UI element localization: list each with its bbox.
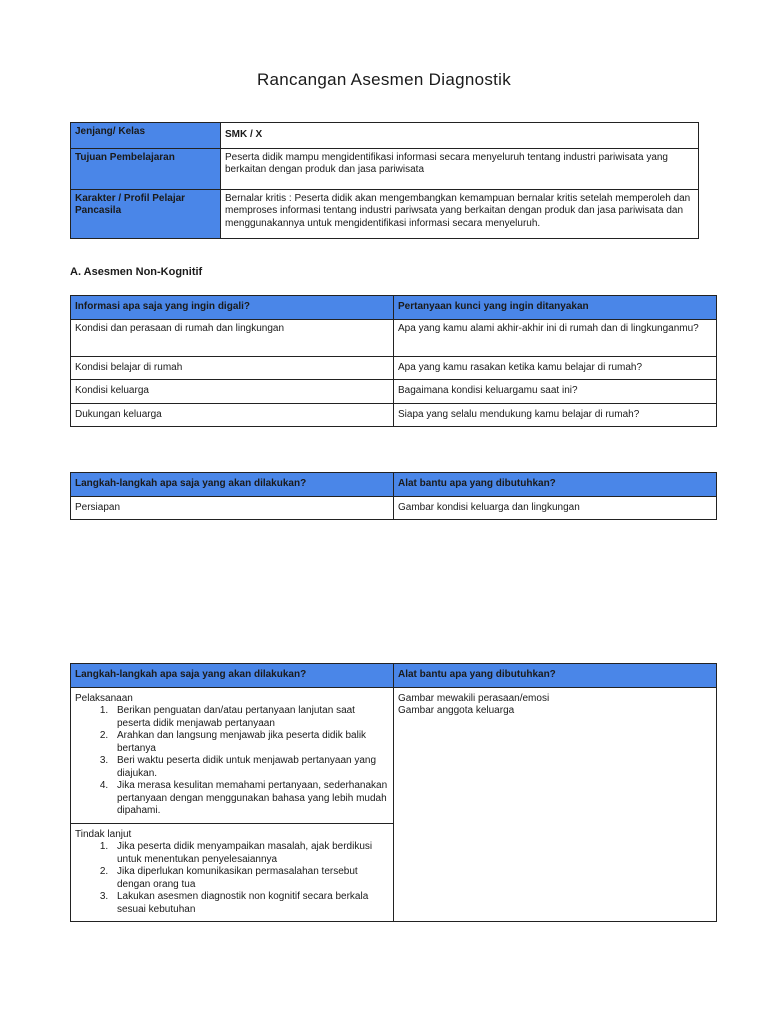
list-item: 1. Berikan penguatan dan/atau pertanyaan lanjutan saat peserta didik menjawab pertanyaan [111,705,389,730]
pelaksanaan-cell [71,687,394,823]
table-cell: Bagaimana kondisi keluargamu saat ini? [394,380,717,404]
column-header: Pertanyaan kunci yang ingin ditanyakan [394,296,717,320]
table-header-row [71,664,717,688]
tools-cell [394,687,717,922]
column-header: Langkah-langkah apa saja yang akan dilakukan? [71,664,394,688]
table-row [71,687,717,823]
table-cell: Dukungan keluarga [71,403,394,427]
table-cell: Kondisi belajar di rumah [71,356,394,380]
column-header: Alat bantu apa yang dibutuhkan? [394,664,717,688]
table-cell: Persiapan [71,496,394,520]
table-cell: Siapa yang selalu mendukung kamu belajar di rumah? [394,403,717,427]
table-row [71,496,717,520]
label-karakter: Karakter / Profil Pelajar Pancasila [71,189,221,238]
table-row [71,356,717,380]
list-item: 2. Jika diperlukan komunikasikan permasalahan tersebut dengan orang tua [111,866,389,891]
column-header: Informasi apa saja yang ingin digali? [71,296,394,320]
tool-item: Gambar mewakili perasaan/emosi [398,692,550,704]
table-cell: Kondisi keluarga [71,380,394,404]
table-cell: Kondisi dan perasaan di rumah dan lingkungan [71,319,394,356]
tindak-lanjut-title: Tindak lanjut [75,828,132,840]
pelaksanaan-title: Pelaksanaan [75,692,133,704]
table-row [71,380,717,404]
table-header-row [71,296,717,320]
tool-item: Gambar anggota keluarga [398,705,515,716]
steps-table-implementation [70,663,717,922]
column-header: Alat bantu apa yang dibutuhkan? [394,473,717,497]
label-tujuan: Tujuan Pembelajaran [71,148,221,189]
table-row [71,189,699,238]
tindak-lanjut-cell [71,823,394,922]
page-title: Rancangan Asesmen Diagnostik [256,70,512,89]
value-jenjang: SMK / X [221,123,699,149]
list-item: 1. Jika peserta didik menyampaikan masalah, ajak berdikusi untuk menentukan penyelesaiannya [111,841,389,866]
table-header-row [71,473,717,497]
section-heading: A. Asesmen Non-Kognitif [70,266,203,278]
label-jenjang: Jenjang/ Kelas [71,123,221,149]
list-item: 3. Lakukan asesmen diagnostik non kognitif secara berkala sesuai kebutuhan [111,891,389,916]
table-cell: Apa yang kamu alami akhir-akhir ini di rumah dan di lingkunganmu? [394,319,717,356]
value-karakter: Bernalar kritis : Peserta didik akan mengembangkan kemampuan bernalar kritis setelah memperoleh dan memproses informasi tentang industri pariwsata yang berkaitan dengan produk dan jasa pariwisata dan menggunakannya untuk mengidentifikasi informasi secara menyeluruh. [221,189,699,238]
list-item: 4. Jika merasa kesulitan memahami pertanyaan, sederhanakan pertanyaan dengan menggunakan bahasa yang lebih mudah dipahami. [111,780,389,818]
table-cell: Gambar kondisi keluarga dan lingkungan [394,496,717,520]
table-row [71,148,699,189]
questions-table [70,295,717,427]
table-row [71,403,717,427]
list-item: 3. Beri waktu peserta didik untuk menjawab pertanyaan yang diajukan. [111,755,389,780]
list-item: 2. Arahkan dan langsung menjawab jika peserta didik balik bertanya [111,730,389,755]
pelaksanaan-list [75,705,389,818]
tindak-lanjut-list [75,841,389,916]
table-row [71,319,717,356]
value-tujuan: Peserta didik mampu mengidentifikasi informasi secara menyeluruh tentang industri pariwisata yang berkaitan dengan produk dan jasa pariwisata [221,148,699,189]
table-row [71,123,699,149]
table-cell: Apa yang kamu rasakan ketika kamu belajar di rumah? [394,356,717,380]
steps-table-preparation [70,472,717,520]
info-table [70,122,699,239]
column-header: Langkah-langkah apa saja yang akan dilakukan? [71,473,394,497]
